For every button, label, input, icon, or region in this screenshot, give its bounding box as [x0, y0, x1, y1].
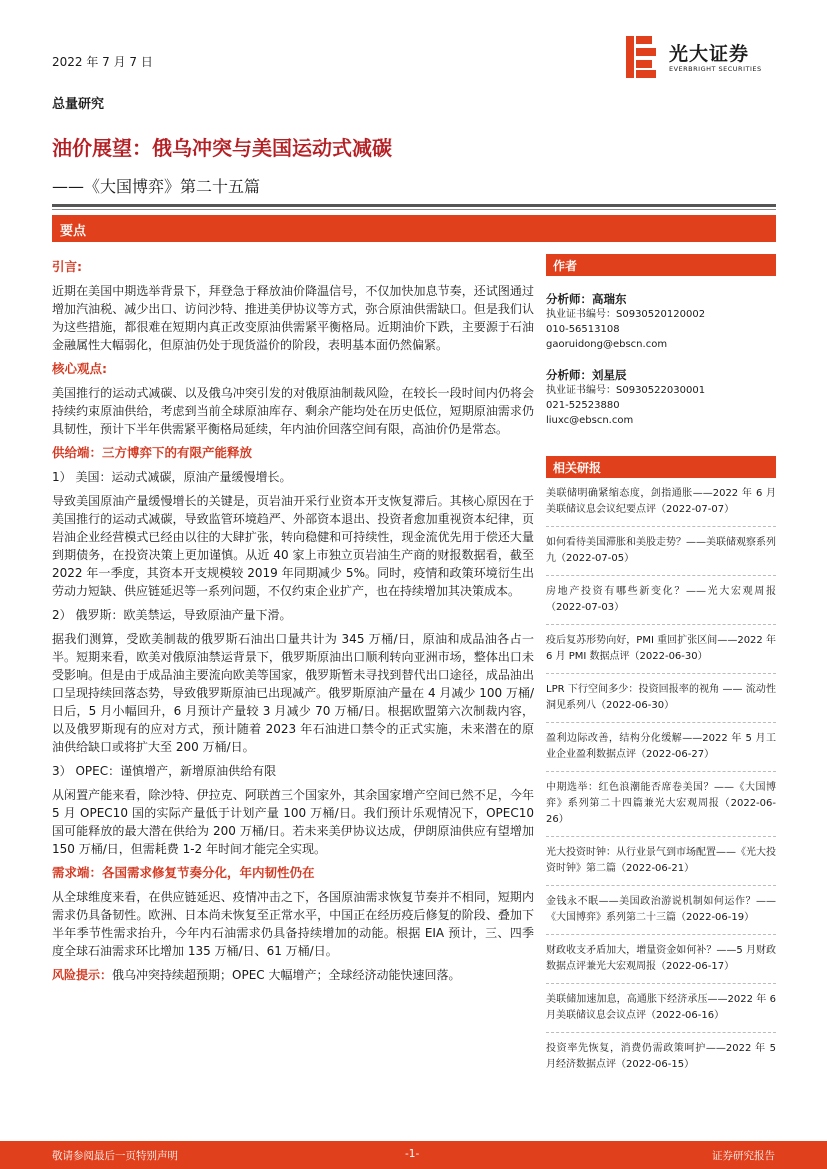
author-email[interactable]: gaoruidong@ebscn.com	[546, 339, 668, 350]
research-divider	[546, 771, 776, 772]
research-bar: 相关研报	[546, 456, 776, 478]
research-item[interactable]: 美联储明确紧缩态度，剑指通胀——2022 年 6 月美联储议息会议纪要点评（2022-07-07）	[546, 488, 776, 515]
research-item[interactable]: 中期选举：红色浪潮能否席卷美国？——《大国博弈》系列第二十四篇兼光大宏观周报（2022-06-26）	[546, 782, 776, 825]
header-divider-thin	[52, 209, 776, 210]
report-category: 总量研究	[52, 97, 105, 112]
intro-text: 近期在美国中期选举背景下，拜登急于释放油价降温信号，不仅加快加息节奏，还试图通过增加汽油税、减少出口、访问沙特、推进美伊协议等方式，弥合原油供需缺口。但是我们认为这些措施，都很难在短期内真正改变原油供需紧平衡格局。近期油价下跌，主要源于石油金融属性大幅弱化，但原油仍处于现货溢价的阶段，表明基本面仍然偏紧。	[52, 284, 534, 352]
section-title: 要点	[60, 224, 87, 239]
research-item[interactable]: 盈利边际改善，结构分化缓解——2022 年 5 月工业企业盈利数据点评（2022-06-27）	[546, 733, 776, 760]
author-name: 分析师：刘星辰	[546, 368, 627, 382]
everbright-logo-icon	[626, 36, 656, 78]
demand-text: 从全球维度来看，在供应链延迟、疫情冲击之下，各国原油需求恢复节奏并不相同，短期内需求仍具备韧性。欧洲、日本尚未恢复至正常水平，中国正在经历疫后修复的阶段、叠加下半年季节性需求抬升，今年内石油需求仍具备持续增加的动能。根据 EIA 预计，三、四季度全球石油需求环比增加 135 万桶/日、61 万桶/日。	[52, 890, 534, 958]
research-panel	[546, 456, 776, 1073]
research-item[interactable]: 光大投资时钟：从行业景气到市场配置——《光大投资时钟》第二篇（2022-06-21）	[546, 847, 776, 874]
research-item[interactable]: 财政收支矛盾加大，增量资金如何补？——5 月财政数据点评兼光大宏观周报（2022-06-17）	[546, 945, 776, 972]
us-text: 导致美国原油产量缓慢增长的关键是，页岩油开采行业资本开支恢复滞后。其核心原因在于美国推行的运动式减碳，导致监管环境趋严、外部资本退出、投资者愈加重视资本纪律，页岩油企业经营模式已经由以往的大肆扩张，转向稳健和可持续性，现金流优先用于偿还大量到期债务，在投资决策上更加谨慎。从近 40 家上市独立页岩油生产商的财报数据看，截至 2022 年一季度，其资本开支规模较 2019 年同期减少 5%。同时，疫情和政策环境衍生出劳动力短缺、供应链延迟等一系列问题，不仅约束企业扩产，也在持续增加其决策成本。	[52, 494, 534, 598]
author-email[interactable]: liuxc@ebscn.com	[546, 415, 634, 426]
research-item[interactable]: 房地产投资有哪些新变化？——光大宏观周报（2022-07-03）	[546, 586, 776, 613]
research-divider	[546, 885, 776, 886]
research-divider	[546, 624, 776, 625]
research-item[interactable]: 投资率先恢复，消费仍需政策呵护——2022 年 5 月经济数据点评（2022-06-15）	[546, 1043, 776, 1070]
footer-bar	[0, 1141, 827, 1169]
author-card	[546, 367, 776, 428]
research-divider	[546, 673, 776, 674]
opec-text: 从闲置产能来看，除沙特、伊拉克、阿联酋三个国家外，其余国家增产空间已然不足，今年 5 月 OPEC10 国的实际产量低于计划产量 100 万桶/日。我们预计乐观情况下，OPEC10 国可能释放的最大潜在供给为 200 万桶/日。若未来美伊协议达成，伊朗原油供应有望增加 150 万桶/日，但需耗费 1-2 年时间才能完全实现。	[52, 788, 534, 856]
author-phone: 010-56513108	[546, 324, 620, 335]
research-divider	[546, 836, 776, 837]
ru-item: 2） 俄罗斯：欧美禁运，导致原油产量下滑。	[52, 608, 292, 622]
page-number: -1-	[405, 1148, 420, 1160]
brand-logo	[626, 36, 776, 82]
report-date: 2022 年 7 月 7 日	[52, 55, 153, 69]
risk-line	[52, 966, 534, 984]
footer-label: 证券研究报告	[712, 1150, 775, 1162]
research-item[interactable]: 金钱永不眠——美国政治游说机制如何运作？——《大国博弈》系列第二十三篇（2022-06-19）	[546, 896, 776, 923]
ru-text: 据我们测算，受欧美制裁的俄罗斯石油出口量共计为 345 万桶/日，原油和成品油各占一半。短期来看，欧美对俄原油禁运背景下，俄罗斯原油出口顺利转向亚洲市场，整体出口未受影响。但是由于成品油主要流向欧美等国家，俄罗斯暂未寻找到替代出口途径，成品油出口呈现持续回落态势，导致俄罗斯原油已出现减产。俄罗斯原油产量在 4 月减少 100 万桶/日后，5 月小幅回升，6 月预计产量较 3 月减少 70 万桶/日。根据欧盟第六次制裁内容，以及俄罗斯现有的应对方式，预计随着 2023 年石油进口禁令的正式实施，未来潜在的原油供给缺口或将扩大至 200 万桶/日。	[52, 632, 534, 754]
research-divider	[546, 1032, 776, 1033]
author-panel	[546, 254, 776, 428]
research-divider	[546, 575, 776, 576]
footer-disclaimer: 敬请参阅最后一页特别声明	[52, 1150, 178, 1162]
author-bar: 作者	[546, 254, 776, 276]
author-name: 分析师：高瑞东	[546, 292, 627, 306]
author-card	[546, 291, 776, 352]
research-list	[546, 486, 776, 1073]
research-item[interactable]: 疫后复苏形势向好，PMI 重回扩张区间——2022 年 6 月 PMI 数据点评（2022-06-30）	[546, 635, 776, 662]
us-item: 1） 美国：运动式减碳，原油产量缓慢增长。	[52, 470, 292, 484]
logo-text-cn: 光大证券	[669, 43, 750, 65]
core-heading: 核心观点:	[52, 361, 107, 376]
author-cert: 执业证书编号：S0930522030001	[546, 385, 706, 396]
risk-label: 风险提示：	[52, 968, 113, 982]
intro-heading: 引言:	[52, 259, 82, 274]
main-content	[52, 258, 534, 990]
opec-item: 3） OPEC：谨慎增产，新增原油供给有限	[52, 764, 277, 778]
research-divider	[546, 722, 776, 723]
logo-text-en: EVERBRIGHT SECURITIES	[669, 65, 762, 73]
supply-heading: 供给端：三方博弈下的有限产能释放	[52, 445, 253, 460]
report-title: 油价展望：俄乌冲突与美国运动式减碳	[52, 136, 392, 160]
risk-text: 俄乌冲突持续超预期；OPEC 大幅增产；全球经济动能快速回落。	[112, 968, 461, 982]
demand-heading: 需求端：各国需求修复节奏分化，年内韧性仍在	[52, 865, 315, 880]
research-divider	[546, 983, 776, 984]
report-subtitle: ——《大国博弈》第二十五篇	[52, 177, 261, 196]
research-item[interactable]: LPR 下行空间多少：投资回报率的视角 —— 流动性 洞见系列八（2022-06-30）	[546, 684, 776, 711]
author-cert: 执业证书编号：S0930520120002	[546, 309, 706, 320]
research-divider	[546, 526, 776, 527]
research-item[interactable]: 如何看待美国滞胀和美股走势？——美联储观察系列九（2022-07-05）	[546, 537, 776, 564]
research-divider	[546, 934, 776, 935]
section-bar-key-points	[52, 215, 776, 242]
author-phone: 021-52523880	[546, 400, 620, 411]
research-item[interactable]: 美联储加速加息，高通胀下经济承压——2022 年 6 月美联储议息会议点评（2022-06-16）	[546, 994, 776, 1021]
header-divider	[52, 204, 776, 207]
core-text: 美国推行的运动式减碳、以及俄乌冲突引发的对俄原油制裁风险，在较长一段时间内仍将会持续约束原油供给，考虑到当前全球原油库存、剩余产能均处在历史低位，短期原油需求仍具韧性，预计下半年供需紧平衡格局延续，年内油价回落空间有限，高油价仍是常态。	[52, 386, 534, 436]
